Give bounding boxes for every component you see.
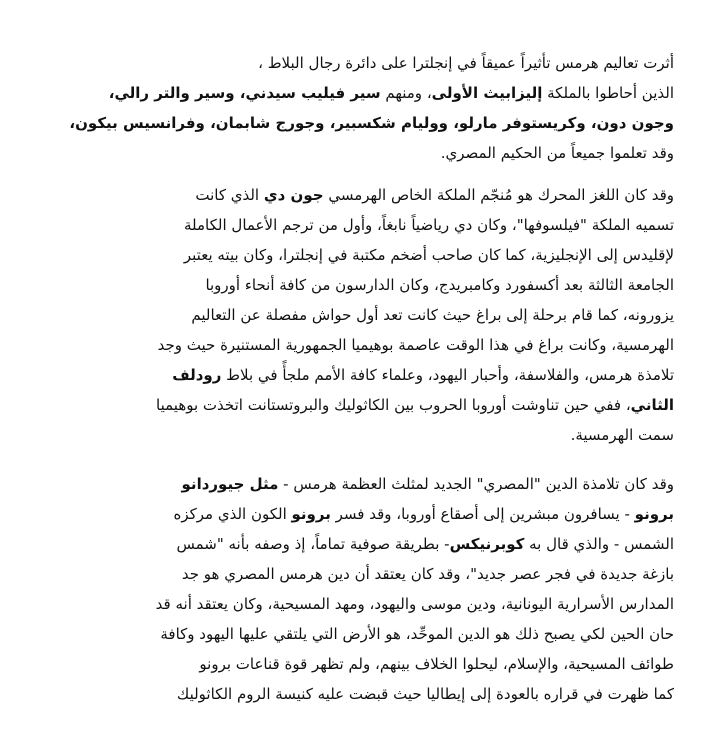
text-run: وقد تعلموا جميعاً من الحكيم المصري. bbox=[440, 144, 674, 162]
bold-name-run: جون دي bbox=[263, 186, 324, 204]
bold-name-run: رودلف bbox=[172, 366, 222, 384]
text-run: ، ومنهم bbox=[380, 84, 432, 102]
text-run: تسميه الملكة "فيلسوفها"، وكان دي رياضياً نابغاً، وأول من ترجم الأعمال الكاملة bbox=[184, 216, 674, 234]
text-line bbox=[60, 679, 674, 709]
text-line bbox=[60, 48, 674, 78]
text-run: - بطريقة صوفية تماماً، إذ وصفه بأنه "شمس bbox=[176, 535, 450, 553]
text-run: كما ظهرت في قراره بالعودة إلى إيطاليا حيث قبضت عليه كنيسة الروم الكاثوليك bbox=[176, 685, 674, 703]
text-line bbox=[60, 240, 674, 270]
text-line bbox=[60, 210, 674, 240]
text-run: بازغة جديدة في فجر عصر جديد"، وقد كان يعتقد أن دين هرمس المصري هو جد bbox=[181, 565, 674, 583]
text-line bbox=[60, 270, 674, 300]
bold-name-run: كوبرنيكس bbox=[449, 535, 525, 553]
text-line bbox=[60, 589, 674, 619]
text-run: - يسافرون مبشرين إلى أصقاع أوروبا، وقد فسر bbox=[330, 505, 635, 523]
bold-name-run: إليزابيث الأولى bbox=[431, 84, 543, 102]
bold-name-run: الثاني bbox=[630, 396, 674, 414]
text-run: يزورونه، كما قام برحلة إلى براغ حيث كانت تعد أول حواش مفصلة عن التعاليم bbox=[191, 306, 674, 324]
text-line bbox=[60, 138, 674, 168]
text-line bbox=[60, 499, 674, 529]
text-line bbox=[60, 619, 674, 649]
text-line bbox=[60, 300, 674, 330]
text-line bbox=[60, 649, 674, 679]
text-run: لإقليدس إلى الإنجليزية، كما كان صاحب أضخم مكتبة في إنجلترا، وكان بيته يعتبر bbox=[183, 246, 674, 264]
text-run: الذين أحاطوا بالملكة bbox=[542, 84, 674, 102]
text-run: الشمس - والذي قال به bbox=[524, 535, 674, 553]
text-run: ، ففي حين تناوشت أوروبا الحروب بين الكاثوليك والبروتستانت اتخذت بوهيميا bbox=[156, 396, 631, 414]
text-run: وقد كان تلامذة الدين "المصري" الجديد لمثلث العظمة هرمس - bbox=[278, 475, 674, 493]
text-line bbox=[60, 180, 674, 210]
text-run: الكون الذي مركزه bbox=[173, 505, 292, 523]
text-line bbox=[60, 390, 674, 420]
text-line bbox=[60, 559, 674, 589]
text-line bbox=[60, 330, 674, 360]
text-run: الجامعة الثالثة بعد أكسفورد وكامبريدج، وكان الدارسون من كافة أنحاء أوروبا bbox=[205, 276, 674, 294]
text-run: حان الحين لكي يصبح ذلك هو الدين الموحِّد، هو الأرض التي يلتقي عليها اليهود وكافة bbox=[160, 625, 674, 643]
paragraph bbox=[60, 469, 674, 709]
text-line bbox=[60, 108, 674, 138]
text-line bbox=[60, 78, 674, 108]
text-run: الذي كانت bbox=[195, 186, 264, 204]
text-run: المدارس الأسرارية اليونانية، ودين موسى واليهود، ومهد المسيحية، وكان يعتقد أنه قد bbox=[155, 595, 674, 613]
text-run: سمت الهرمسية. bbox=[570, 426, 674, 444]
text-line bbox=[60, 420, 674, 450]
text-run: تلامذة هرمس، والفلاسفة، وأحبار اليهود، وعلماء كافة الأمم ملجأً في بلاط bbox=[221, 366, 674, 384]
bold-name-run: وجون دون، وكريستوفر مارلو، ووليام شكسبير، وجورج شابمان، وفرانسيس بيكون، bbox=[69, 114, 674, 132]
text-line bbox=[60, 469, 674, 499]
bold-name-run: برونو bbox=[291, 505, 331, 523]
bold-name-run: سير فيليب سيدني، وسير والتر رالي، bbox=[108, 84, 381, 102]
paragraph bbox=[60, 180, 674, 450]
text-run: الهرمسية، وكانت براغ في هذا الوقت عاصمة بوهيميا الجمهورية المستنيرة حيث وجد bbox=[157, 336, 674, 354]
text-run: طوائف المسيحية، والإسلام، ليحلوا الخلاف بينهم، ولم تظهر قوة قناعات برونو bbox=[199, 655, 674, 673]
text-run: وقد كان اللغز المحرك هو مُنجّم الملكة الخاص الهرمسي bbox=[323, 186, 674, 204]
paragraph bbox=[60, 48, 674, 168]
text-line bbox=[60, 529, 674, 559]
bold-name-run: برونو bbox=[634, 505, 674, 523]
text-line bbox=[60, 360, 674, 390]
text-run: أثرت تعاليم هرمس تأثيراً عميقاً في إنجلترا على دائرة رجال البلاط ، bbox=[258, 54, 674, 72]
bold-name-run: مثل جيوردانو bbox=[181, 475, 279, 493]
